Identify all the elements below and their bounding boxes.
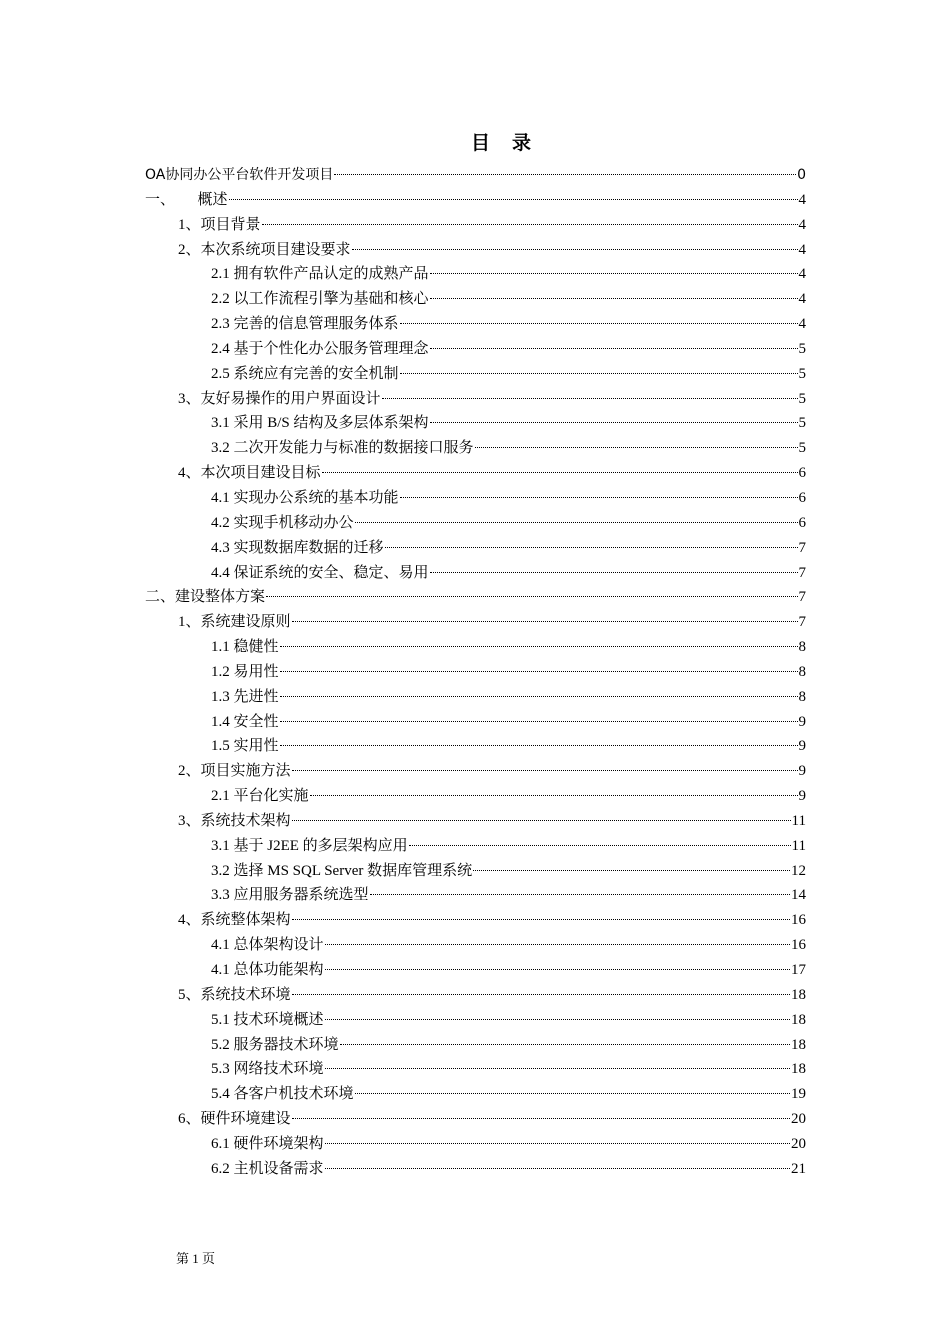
toc-page-number: 20: [791, 1135, 806, 1152]
toc-dot-leader: [409, 845, 791, 846]
toc-dot-leader: [325, 969, 790, 970]
toc-page-number: 11: [791, 837, 806, 854]
toc-entry-label: 2、项目实施方法: [178, 763, 291, 780]
toc-dot-leader: [382, 398, 798, 399]
toc-entry[interactable]: [145, 312, 806, 337]
toc-dot-leader: [292, 919, 790, 920]
toc-dot-leader: [400, 497, 798, 498]
toc-page-number: 18: [791, 1061, 806, 1078]
toc-dot-leader: [280, 745, 798, 746]
toc-dot-leader: [292, 1118, 790, 1119]
toc-entry-label: 4.4 保证系统的安全、稳定、易用: [211, 564, 429, 581]
toc-entry[interactable]: [145, 387, 806, 412]
toc-page-number: 16: [791, 912, 806, 929]
toc-entry[interactable]: [145, 585, 806, 610]
toc-entry[interactable]: [145, 486, 806, 511]
toc-entry-label: 2.2 以工作流程引擎为基础和核心: [211, 291, 429, 308]
toc-entry-label: 3.2 选择 MS SQL Server 数据库管理系统: [211, 862, 473, 879]
toc-entry[interactable]: [145, 1107, 806, 1132]
table-of-contents: [145, 163, 806, 1182]
toc-dot-leader: [430, 422, 798, 423]
toc-page-number: 7: [798, 589, 806, 606]
toc-entry-label: 5、系统技术环境: [178, 986, 291, 1003]
page-footer: 第 1 页: [176, 1251, 216, 1266]
toc-entry[interactable]: [145, 411, 806, 436]
toc-dot-leader: [400, 373, 798, 374]
toc-page-number: 18: [791, 986, 806, 1003]
toc-dot-leader: [334, 174, 796, 175]
toc-entry[interactable]: [145, 163, 806, 188]
toc-dot-leader: [430, 572, 798, 573]
toc-dot-leader: [370, 894, 790, 895]
toc-page-number: 7: [798, 564, 806, 581]
toc-entry[interactable]: [145, 188, 806, 213]
toc-page-number: 9: [798, 788, 806, 805]
toc-page-number: 12: [791, 862, 806, 879]
toc-page-number: 9: [798, 763, 806, 780]
toc-page-number: 21: [791, 1160, 806, 1177]
toc-dot-leader: [229, 199, 798, 200]
toc-page-number: 18: [791, 1036, 806, 1053]
toc-entry-label: OA协同办公平台软件开发项目: [145, 167, 334, 183]
toc-dot-leader: [352, 249, 798, 250]
toc-entry-label: 2.4 基于个性化办公服务管理理念: [211, 340, 429, 357]
toc-entry-label: 4、系统整体架构: [178, 912, 291, 929]
toc-entry-label: 4.1 实现办公系统的基本功能: [211, 489, 399, 506]
toc-page-number: 17: [791, 962, 806, 978]
toc-dot-leader: [292, 994, 790, 995]
toc-entry[interactable]: [145, 287, 806, 312]
toc-dot-leader: [325, 1019, 790, 1020]
toc-page-number: 6: [798, 489, 806, 506]
toc-entry-label: 2.3 完善的信息管理服务体系: [211, 316, 399, 333]
toc-entry-label: 4.1 总体架构设计: [211, 937, 324, 954]
toc-entry-label: 3.1 采用 B/S 结构及多层体系架构: [211, 415, 429, 432]
toc-dot-leader: [280, 646, 798, 647]
toc-entry[interactable]: [145, 436, 806, 461]
toc-entry[interactable]: [145, 660, 806, 685]
toc-dot-leader: [355, 522, 798, 523]
toc-dot-leader: [310, 795, 798, 796]
toc-entry-label: 1.4 安全性: [211, 713, 279, 730]
toc-entry-label: 1.1 稳健性: [211, 639, 279, 656]
toc-entry-label: 1.2 易用性: [211, 663, 279, 680]
toc-entry[interactable]: [145, 1057, 806, 1082]
toc-entry[interactable]: [145, 710, 806, 735]
toc-entry-label: 2.5 系统应有完善的安全机制: [211, 365, 399, 382]
toc-page-number: 9: [798, 738, 806, 755]
toc-entry[interactable]: [145, 238, 806, 263]
toc-page-number: 16: [791, 937, 806, 954]
toc-entry[interactable]: [145, 933, 806, 958]
toc-page-number: 5: [798, 440, 806, 457]
toc-dot-leader: [475, 447, 798, 448]
toc-entry-label: 5.2 服务器技术环境: [211, 1036, 339, 1053]
toc-heading: 目录: [470, 132, 553, 154]
toc-page-number: 6: [798, 465, 806, 482]
toc-entry[interactable]: [145, 262, 806, 287]
toc-entry[interactable]: [145, 536, 806, 561]
toc-page-number: 0: [797, 167, 806, 183]
toc-entry-label: 2.1 拥有软件产品认定的成熟产品: [211, 266, 429, 283]
toc-entry-label: 二、建设整体方案: [145, 589, 266, 606]
toc-entry-label: 1.5 实用性: [211, 738, 279, 755]
toc-entry[interactable]: [145, 685, 806, 710]
toc-entry-label: 5.3 网络技术环境: [211, 1061, 324, 1078]
toc-page-number: 8: [798, 639, 806, 656]
toc-entry[interactable]: [145, 784, 806, 809]
toc-entry-label: 1.3 先进性: [211, 688, 279, 705]
toc-page-number: 5: [798, 415, 806, 432]
toc-entry[interactable]: [145, 883, 806, 908]
toc-page-number: 4: [798, 291, 806, 308]
toc-entry[interactable]: [145, 635, 806, 660]
toc-entry-label: 3、系统技术架构: [178, 812, 291, 829]
toc-page-number: 5: [798, 340, 806, 357]
toc-page-number: 8: [798, 663, 806, 680]
toc-entry-label: 一、 概述: [145, 191, 228, 208]
toc-entry-label: 2、本次系统项目建设要求: [178, 241, 351, 258]
toc-page-number: 4: [798, 241, 806, 258]
toc-entry-label: 3.3 应用服务器系统选型: [211, 887, 369, 904]
toc-entry[interactable]: [145, 1132, 806, 1157]
toc-dot-leader: [266, 596, 797, 597]
toc-page-number: 11: [791, 812, 806, 829]
toc-dot-leader: [430, 273, 798, 274]
toc-entry[interactable]: [145, 834, 806, 859]
toc-entry[interactable]: [145, 1008, 806, 1033]
toc-dot-leader: [325, 944, 790, 945]
toc-entry[interactable]: [145, 213, 806, 238]
toc-page-number: 4: [798, 266, 806, 283]
toc-dot-leader: [385, 547, 798, 548]
toc-entry-label: 6.1 硬件环境架构: [211, 1135, 324, 1152]
toc-entry-label: 3.1 基于 J2EE 的多层架构应用: [211, 837, 408, 854]
toc-page-number: 19: [791, 1086, 806, 1103]
toc-entry[interactable]: [145, 337, 806, 362]
toc-page-number: 6: [798, 514, 806, 531]
toc-entry-label: 4.3 实现数据库数据的迁移: [211, 539, 384, 556]
toc-page-number: 4: [798, 316, 806, 333]
toc-page-number: 4: [798, 216, 806, 233]
toc-entry-label: 1、系统建设原则: [178, 614, 291, 631]
toc-dot-leader: [280, 721, 798, 722]
toc-dot-leader: [292, 820, 791, 821]
toc-dot-leader: [262, 224, 798, 225]
toc-entry-label: 2.1 平台化实施: [211, 788, 309, 805]
toc-entry-label: 3.2 二次开发能力与标准的数据接口服务: [211, 440, 474, 457]
toc-entry[interactable]: [145, 958, 806, 983]
toc-page-number: 5: [798, 390, 806, 407]
toc-entry-label: 6.2 主机设备需求: [211, 1160, 324, 1177]
toc-page-number: 4: [798, 191, 806, 208]
toc-entry[interactable]: [145, 759, 806, 784]
toc-dot-leader: [280, 696, 798, 697]
toc-dot-leader: [325, 1143, 790, 1144]
toc-entry-label: 5.1 技术环境概述: [211, 1011, 324, 1028]
toc-dot-leader: [340, 1044, 790, 1045]
toc-page-number: 18: [791, 1011, 806, 1028]
toc-page-number: 9: [798, 713, 806, 730]
toc-entry-label: 6、硬件环境建设: [178, 1111, 291, 1128]
toc-entry-label: 1、项目背景: [178, 216, 261, 233]
toc-dot-leader: [355, 1093, 790, 1094]
toc-entry-label: 5.4 各客户机技术环境: [211, 1086, 354, 1103]
toc-page-number: 5: [798, 365, 806, 382]
toc-entry-label: 3、友好易操作的用户界面设计: [178, 390, 381, 407]
toc-dot-leader: [325, 1068, 790, 1069]
toc-page-number: 7: [798, 539, 806, 556]
toc-entry[interactable]: [145, 362, 806, 387]
toc-entry[interactable]: [145, 1157, 806, 1182]
toc-dot-leader: [430, 298, 798, 299]
toc-entry[interactable]: [145, 610, 806, 635]
toc-entry[interactable]: [145, 561, 806, 586]
toc-dot-leader: [322, 472, 798, 473]
toc-entry[interactable]: [145, 461, 806, 486]
toc-page-number: 14: [791, 887, 806, 904]
toc-entry-label: 4.1 总体功能架构: [211, 962, 324, 978]
toc-dot-leader: [473, 870, 790, 871]
toc-dot-leader: [292, 621, 798, 622]
toc-dot-leader: [400, 323, 798, 324]
toc-page-number: 7: [798, 614, 806, 631]
toc-entry[interactable]: [145, 809, 806, 834]
toc-dot-leader: [325, 1168, 790, 1169]
toc-entry[interactable]: [145, 511, 806, 536]
toc-dot-leader: [292, 770, 798, 771]
toc-entry[interactable]: [145, 908, 806, 933]
toc-entry-label: 4.2 实现手机移动办公: [211, 514, 354, 531]
toc-entry[interactable]: [145, 859, 806, 884]
toc-entry[interactable]: [145, 983, 806, 1008]
toc-dot-leader: [280, 671, 798, 672]
toc-entry-label: 4、本次项目建设目标: [178, 465, 321, 482]
toc-page-number: 8: [798, 688, 806, 705]
toc-page-number: 20: [791, 1111, 806, 1128]
toc-entry[interactable]: [145, 734, 806, 759]
toc-entry[interactable]: [145, 1033, 806, 1058]
toc-entry[interactable]: [145, 1082, 806, 1107]
toc-dot-leader: [430, 348, 798, 349]
